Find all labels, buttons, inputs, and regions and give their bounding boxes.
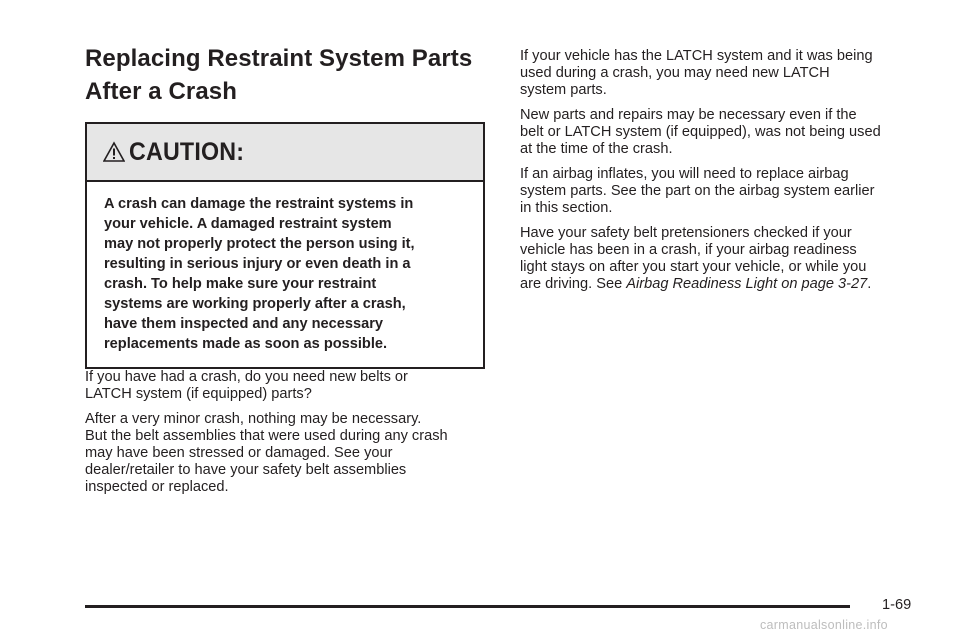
text-line: at the time of the crash. xyxy=(520,141,673,157)
text-line: New parts and repairs may be necessary even if the xyxy=(520,107,857,123)
paragraph-crash-question xyxy=(85,369,489,403)
right-column xyxy=(520,48,922,301)
text-line: After a very minor crash, nothing may be necessary. xyxy=(85,411,422,427)
text-line xyxy=(520,276,922,293)
page-number: 1-69 xyxy=(882,597,912,613)
text-line: If your vehicle has the LATCH system and it was being xyxy=(520,48,873,64)
text-line: system parts. xyxy=(520,82,607,98)
caution-line: A crash can damage the restraint systems in xyxy=(104,196,414,212)
text-line: inspected or replaced. xyxy=(85,479,229,495)
caution-header xyxy=(87,124,483,182)
section-title xyxy=(85,42,489,108)
paragraph-new-parts xyxy=(520,107,922,158)
text-line: LATCH system (if equipped) parts? xyxy=(85,386,312,402)
text-line: system parts. See the part on the airbag system earlier xyxy=(520,183,875,199)
text-fragment: are driving. See xyxy=(520,276,627,292)
section-title-line-2: After a Crash xyxy=(85,78,238,105)
text-line: belt or LATCH system (if equipped), was not being used xyxy=(520,124,881,140)
text-line: vehicle has been in a crash, if your airbag readiness xyxy=(520,242,857,258)
text-fragment: . xyxy=(867,276,872,292)
caution-line: replacements made as soon as possible. xyxy=(104,336,388,352)
paragraph-airbag-inflates xyxy=(520,166,922,217)
text-line: If you have had a crash, do you need new belts or xyxy=(85,369,408,385)
paragraph-minor-crash xyxy=(85,411,489,496)
section-title-line-1: Replacing Restraint System Parts xyxy=(85,45,473,72)
caution-line: systems are working properly after a crash, xyxy=(104,296,406,312)
footer-rule xyxy=(85,605,850,608)
caution-box xyxy=(85,122,485,369)
text-line: in this section. xyxy=(520,200,613,216)
text-line: But the belt assemblies that were used during any crash xyxy=(85,428,448,444)
text-line: dealer/retailer to have your safety belt assemblies xyxy=(85,462,407,478)
caution-title: CAUTION: xyxy=(129,138,245,166)
text-line: used during a crash, you may need new LATCH xyxy=(520,65,830,81)
caution-line: may not properly protect the person using it, xyxy=(104,236,415,252)
paragraph-pretensioners xyxy=(520,225,922,293)
paragraph-latch-system xyxy=(520,48,922,99)
caution-line: have them inspected and any necessary xyxy=(104,316,384,332)
caution-line: resulting in serious injury or even death in a xyxy=(104,256,411,272)
left-column xyxy=(85,42,489,504)
caution-line: your vehicle. A damaged restraint system xyxy=(104,216,392,232)
text-line: may have been stressed or damaged. See your xyxy=(85,445,393,461)
caution-text xyxy=(87,182,483,367)
text-line: Have your safety belt pretensioners checked if your xyxy=(520,225,852,241)
cross-reference-link[interactable]: Airbag Readiness Light on page 3-27 xyxy=(626,276,868,292)
caution-line: crash. To help make sure your restraint xyxy=(104,276,377,292)
text-line: If an airbag inflates, you will need to replace airbag xyxy=(520,166,849,182)
warning-triangle-icon xyxy=(103,141,125,163)
text-line: light stays on after you start your vehicle, or while you xyxy=(520,259,867,275)
watermark: carmanualsonline.info xyxy=(760,618,888,632)
